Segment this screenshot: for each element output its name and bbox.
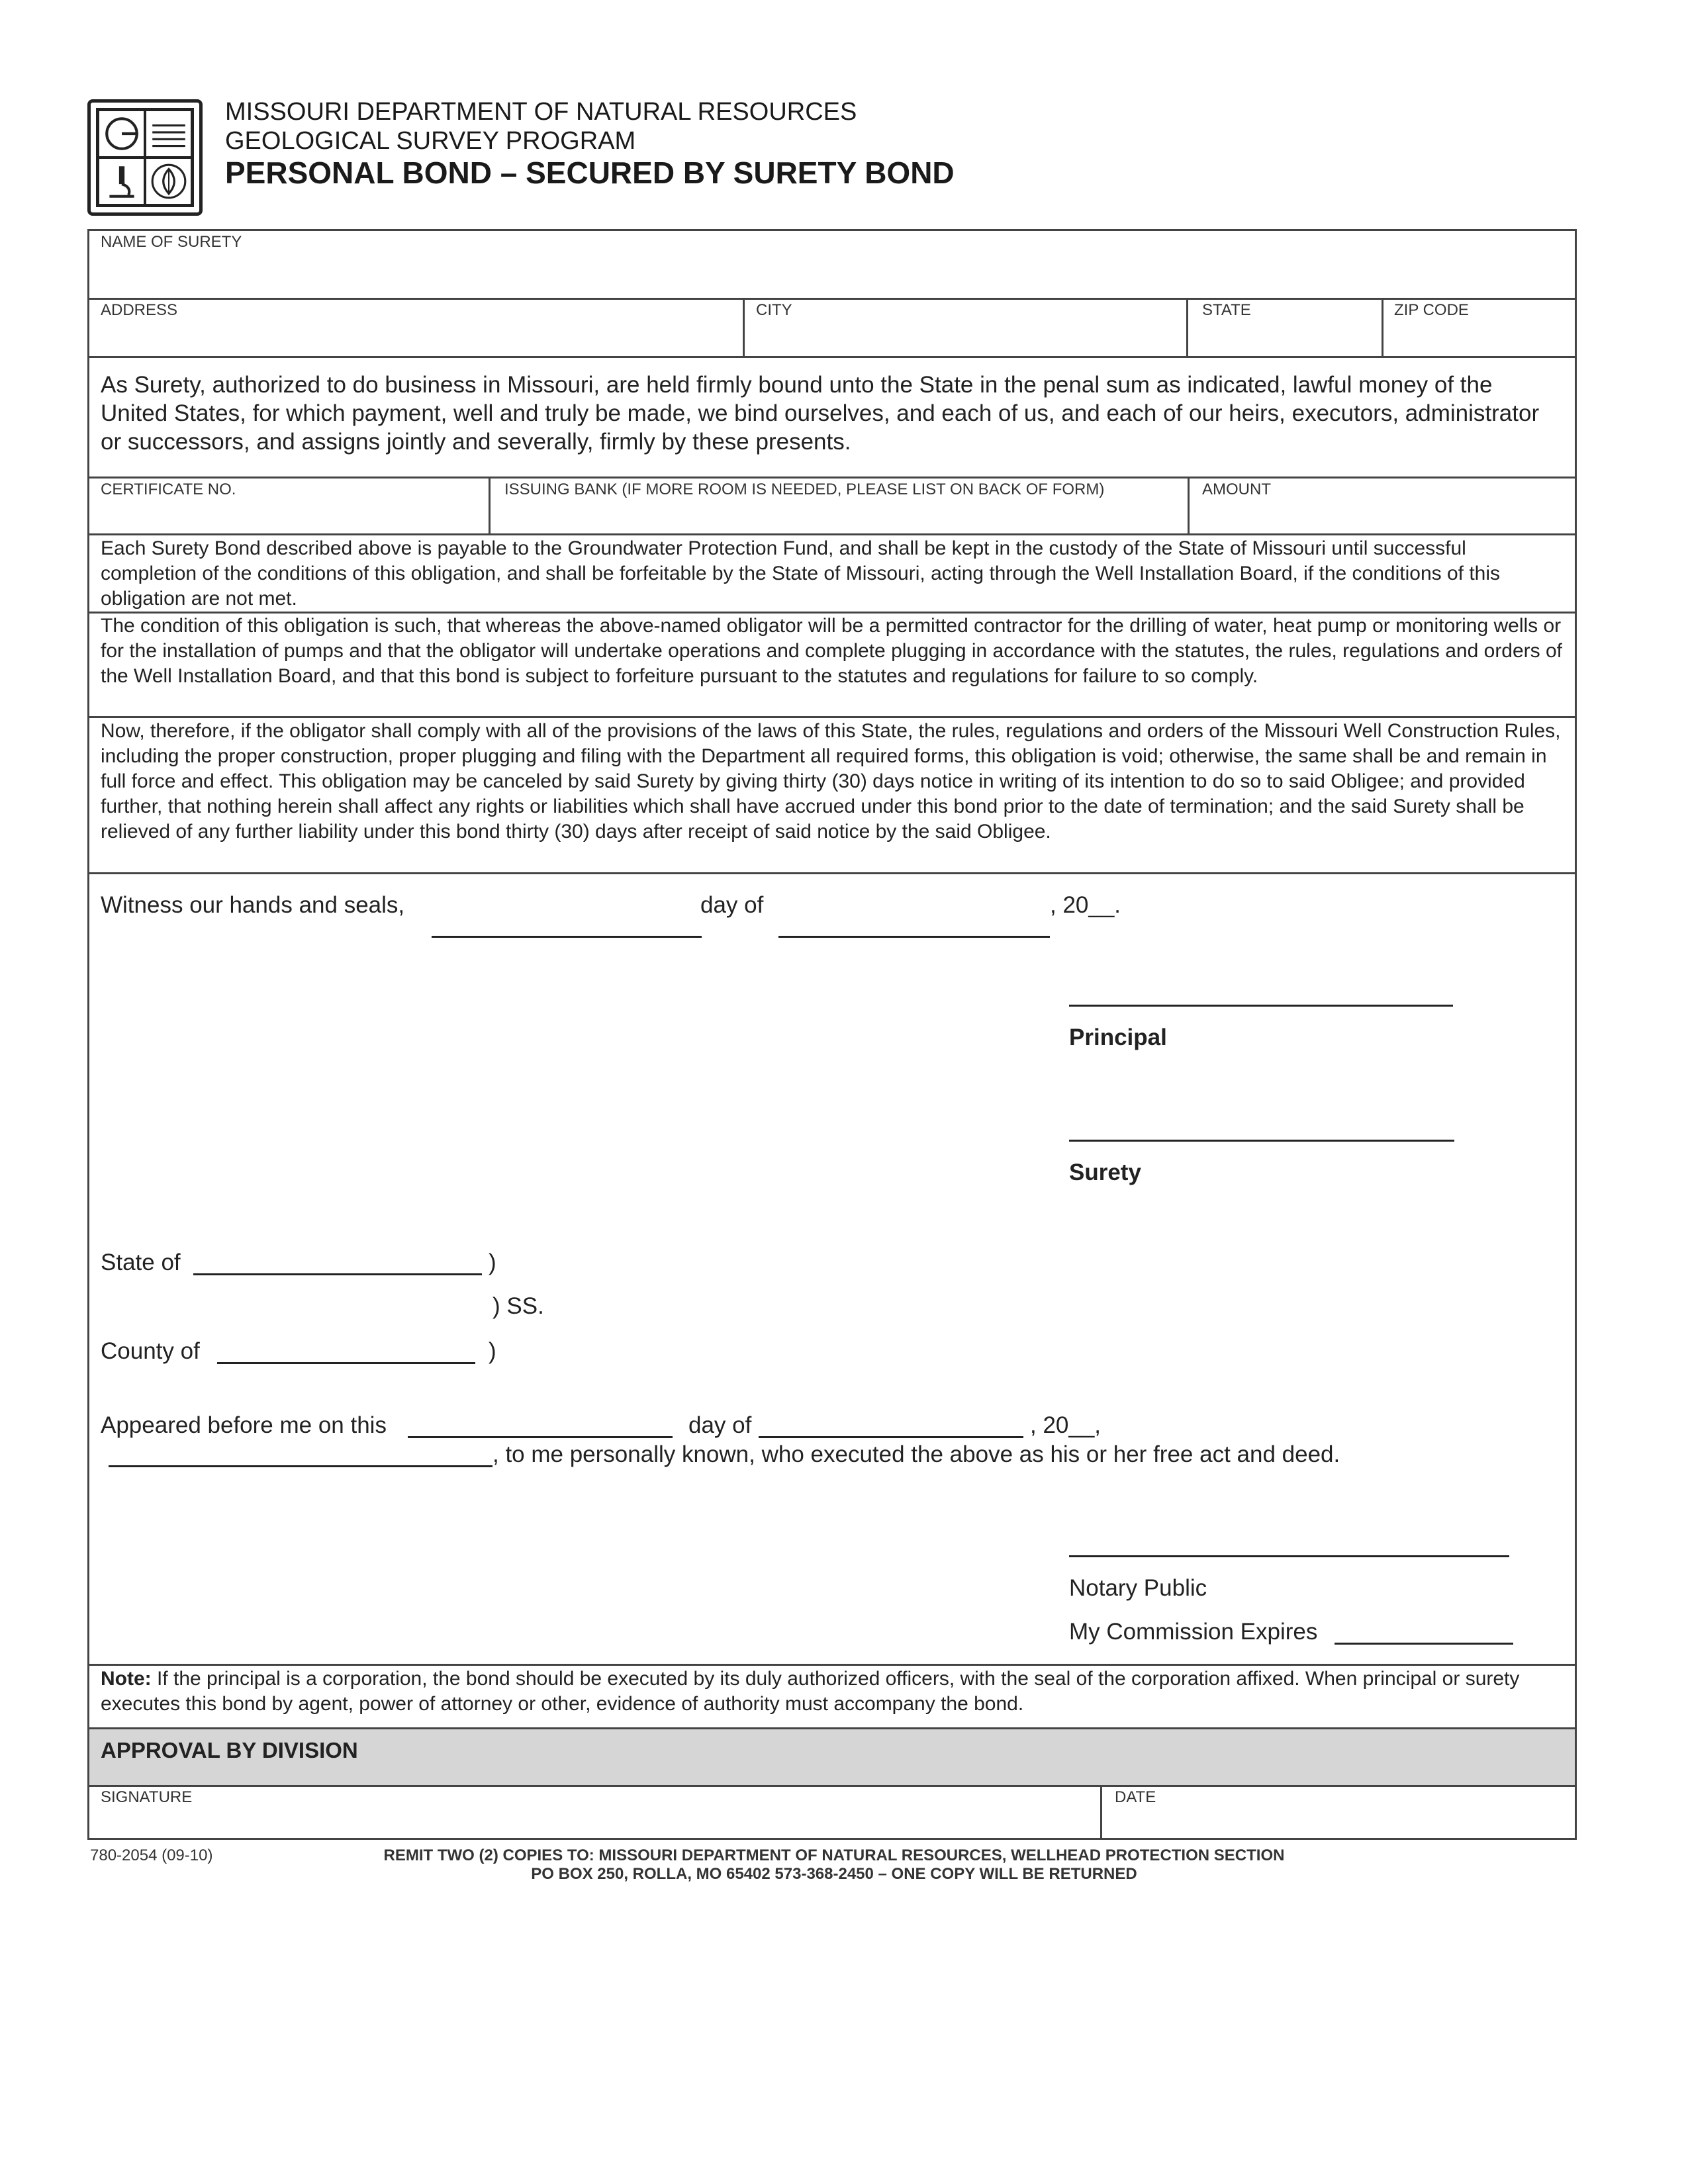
commission-expires-label: My Commission Expires xyxy=(1069,1619,1318,1645)
personally-known-text: , to me personally known, who executed the above as his or her free act and deed. xyxy=(492,1441,1340,1467)
approval-signature-field[interactable] xyxy=(89,1807,1096,1837)
note-text: If the principal is a corporation, the bond should be executed by its duly authorized officers, with the seal of the corporation affixed. When principal or surety executes this bond by agent, power of attorney or other, evidence of authority must accompany the bond. xyxy=(101,1668,1520,1715)
appeared-text: Appeared before me on this xyxy=(101,1412,387,1438)
divider xyxy=(87,298,1577,300)
amount-field[interactable] xyxy=(1190,500,1573,532)
address-field[interactable] xyxy=(89,321,741,354)
divider xyxy=(87,533,1577,535)
notary-signature-line[interactable] xyxy=(1069,1555,1509,1557)
divider xyxy=(489,477,491,533)
divider xyxy=(1100,1785,1102,1840)
form-frame xyxy=(87,229,1577,1840)
divider xyxy=(87,872,1577,874)
paren: ) xyxy=(489,1250,496,1275)
divider xyxy=(87,716,1577,718)
condition-paragraph: The condition of this obligation is such, that whereas the above-named obligator will be a permitted contractor for the drilling of water, heat pump or monitoring wells or for the installation of pumps and that the obligator will undertake operations and complete plugging in accordance with the statutes, the rules, regulations and orders of the Well Installation Board, and that this bond is subject to forfeiture pursuant to the statutes and regulations for failure to so comply. xyxy=(101,615,1563,687)
witness-year-text: , 20__. xyxy=(1050,892,1121,918)
address-label: ADDRESS xyxy=(101,301,178,319)
program-name: GEOLOGICAL SURVEY PROGRAM xyxy=(225,127,636,155)
state-of-line[interactable] xyxy=(193,1273,482,1275)
witness-month-line[interactable] xyxy=(778,936,1050,938)
approval-date-field[interactable] xyxy=(1103,1807,1573,1837)
divider xyxy=(87,1785,1577,1787)
ss-text: ) SS. xyxy=(492,1293,544,1319)
form-number: 780-2054 (09-10) xyxy=(90,1846,213,1864)
divider xyxy=(87,356,1577,358)
signature-label: SIGNATURE xyxy=(101,1788,193,1806)
surety-statement: As Surety, authorized to do business in Missouri, are held firmly bound unto the State in the penal sum as indicated, lawful money of the United States, for which payment, well and truly be made, we bind ourselves, and each of us, and each of our heirs, executors, administrator or successors, and assigns jointly and severally, firmly by these presents. xyxy=(101,372,1540,455)
form-title: PERSONAL BOND – SECURED BY SURETY BOND xyxy=(225,156,955,190)
issuing-bank-label: ISSUING BANK (IF MORE ROOM IS NEEDED, PLEASE LIST ON BACK OF FORM) xyxy=(504,480,1105,498)
principal-label: Principal xyxy=(1069,1024,1167,1050)
principal-signature-line[interactable] xyxy=(1069,1005,1453,1007)
circle-arrow-icon xyxy=(98,110,145,158)
zip-code-label: ZIP CODE xyxy=(1394,301,1469,319)
commission-expires-line[interactable] xyxy=(1335,1643,1513,1645)
water-waves-icon xyxy=(145,110,192,158)
divider xyxy=(1188,477,1190,533)
person-name-line[interactable] xyxy=(109,1465,492,1467)
county-of-line[interactable] xyxy=(217,1362,475,1364)
witness-day-line[interactable] xyxy=(432,936,702,938)
leaf-icon xyxy=(145,158,192,205)
divider xyxy=(743,298,745,356)
note-label: Note: xyxy=(101,1668,152,1690)
certificate-no-field[interactable] xyxy=(89,500,487,532)
state-field[interactable] xyxy=(1188,321,1380,354)
paren: ) xyxy=(489,1338,496,1364)
appeared-month-line[interactable] xyxy=(759,1436,1023,1438)
now-therefore-paragraph: Now, therefore, if the obligator shall comply with all of the provisions of the laws of this State, the rules, regulations and orders of the Missouri Well Construction Rules, including the proper construction, proper plugging and filing with the Department all required forms, this obligation is void; otherwise, the same shall be and remain in full force and effect. This obligation may be canceled by said Surety by giving thirty (30) days notice in writing of its intention to do so to said Obligee; and provided further, that nothing herein shall affect any rights or liabilities which shall have accrued under this bond prior to the date of termination; and the said Surety shall be relieved of any further liability under this bond thirty (30) days after receipt of said notice by the said Obligee. xyxy=(101,720,1561,842)
appeared-year-text: , 20__, xyxy=(1030,1412,1102,1438)
approval-title: APPROVAL BY DIVISION xyxy=(101,1738,358,1762)
zip-code-field[interactable] xyxy=(1383,321,1574,354)
appeared-day-line[interactable] xyxy=(408,1436,673,1438)
remit-line-1: REMIT TWO (2) COPIES TO: MISSOURI DEPARTMENT OF NATURAL RESOURCES, WELLHEAD PROTECTION SECTION xyxy=(383,1846,1285,1864)
issuing-bank-field[interactable] xyxy=(491,500,1186,532)
name-of-surety-label: NAME OF SURETY xyxy=(101,233,242,251)
microscope-icon xyxy=(98,158,145,205)
city-field[interactable] xyxy=(745,321,1185,354)
surety-signature-line[interactable] xyxy=(1069,1140,1454,1142)
surety-label: Surety xyxy=(1069,1160,1141,1185)
payable-paragraph: Each Surety Bond described above is payable to the Groundwater Protection Fund, and shall be kept in the custody of the State of Missouri until successful completion of the conditions of this obligation, and shall be forfeitable by the State of Missouri, acting through the Well Installation Board, if the conditions of this obligation are not met. xyxy=(101,537,1501,610)
witness-day-of-text: day of xyxy=(700,892,764,918)
amount-label: AMOUNT xyxy=(1202,480,1271,498)
certificate-no-label: CERTIFICATE NO. xyxy=(101,480,236,498)
state-of-text: State of xyxy=(101,1250,181,1275)
divider xyxy=(87,477,1577,478)
divider xyxy=(1382,298,1383,356)
name-of-surety-field[interactable] xyxy=(89,251,1575,296)
appeared-day-of-text: day of xyxy=(688,1412,752,1438)
city-label: CITY xyxy=(756,301,792,319)
county-of-text: County of xyxy=(101,1338,200,1364)
remit-line-2: PO BOX 250, ROLLA, MO 65402 573-368-2450 – ONE COPY WILL BE RETURNED xyxy=(531,1865,1137,1883)
date-label: DATE xyxy=(1115,1788,1156,1806)
note-paragraph xyxy=(101,1666,1564,1717)
notary-public-label: Notary Public xyxy=(1069,1575,1207,1601)
department-name: MISSOURI DEPARTMENT OF NATURAL RESOURCES xyxy=(225,98,857,126)
witness-text: Witness our hands and seals, xyxy=(101,892,405,918)
dnr-logo xyxy=(87,99,203,216)
state-label: STATE xyxy=(1202,301,1251,319)
divider xyxy=(1186,298,1188,356)
divider xyxy=(87,1664,1577,1666)
